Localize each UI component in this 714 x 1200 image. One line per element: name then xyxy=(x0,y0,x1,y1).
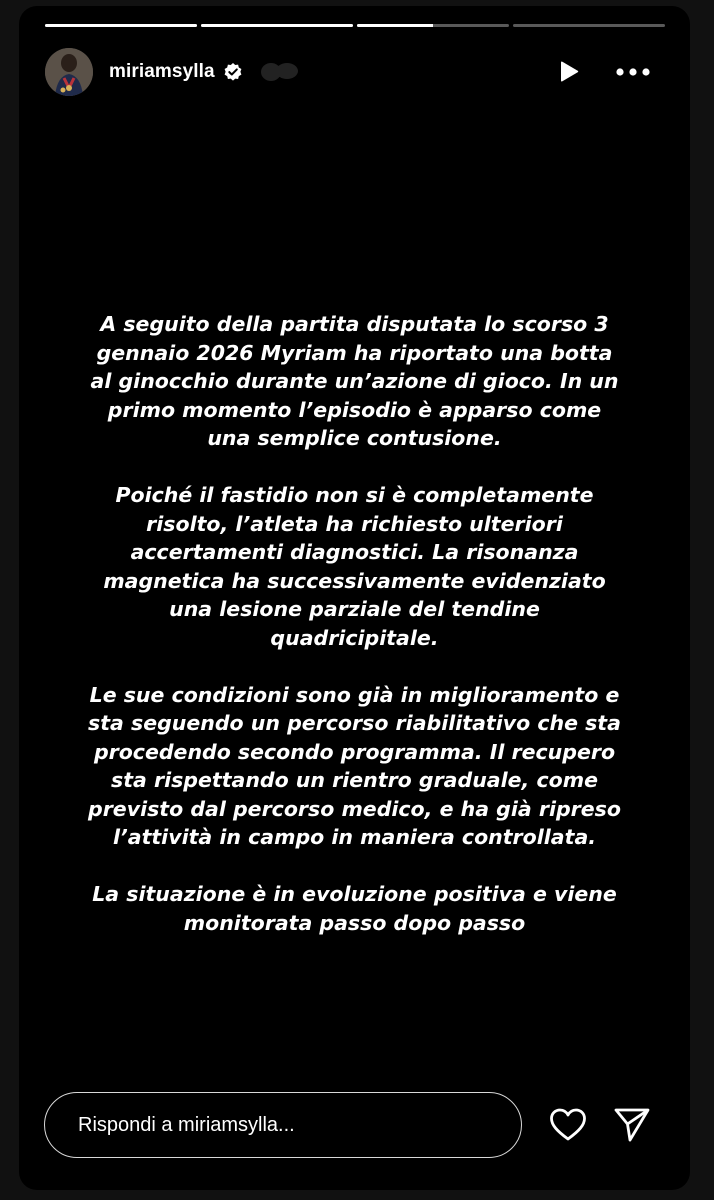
heart-icon xyxy=(549,1108,587,1142)
avatar-image xyxy=(45,48,93,96)
progress-segment xyxy=(45,24,197,27)
progress-segment xyxy=(357,24,509,27)
like-button[interactable] xyxy=(548,1105,588,1145)
avatar[interactable] xyxy=(45,48,93,96)
story-progress-bar xyxy=(45,24,665,27)
story-header xyxy=(45,48,665,96)
progress-segment xyxy=(201,24,353,27)
more-options-button[interactable] xyxy=(613,58,653,86)
reply-placeholder: Rispondi a miriamsylla... xyxy=(78,1113,295,1136)
play-icon xyxy=(558,60,580,84)
story-text-block xyxy=(43,310,666,966)
play-button[interactable] xyxy=(555,58,583,86)
story-paragraph: A seguito della partita disputata lo scorso 3 gennaio 2026 Myriam ha riportato una botta al ginocchio durante un’azione di gioco. In un primo momento l’episodio è apparso come una semplice contusione. xyxy=(90,312,619,450)
username[interactable]: miriamsylla xyxy=(109,61,215,82)
progress-fill xyxy=(201,24,353,27)
blurred-sticker-icon xyxy=(259,61,301,83)
story-paragraph: Poiché il fastidio non si è completamente risolto, l’atleta ha richiesto ulteriori accertamenti diagnostici. La risonanza magnetica ha successivamente evidenziato una lesione parziale del tendine quadricipitale. xyxy=(103,483,606,650)
verified-badge-icon xyxy=(223,62,243,82)
progress-fill xyxy=(357,24,433,27)
story-footer xyxy=(44,1091,664,1159)
progress-segment xyxy=(513,24,665,27)
more-horizontal-icon xyxy=(616,68,650,76)
send-button[interactable] xyxy=(612,1105,652,1145)
story-paragraph: Le sue condizioni sono già in miglioramento e sta seguendo un percorso riabilitativo che sta procedendo secondo programma. Il recupero sta rispettando un rientro graduale, come previsto dal percorso medico, e ha già ripreso l’attività in campo in maniera controllata. xyxy=(88,682,621,849)
story-viewer xyxy=(19,6,690,1190)
story-paragraph: La situazione è in evoluzione positiva e viene monitorata passo dopo passo xyxy=(92,882,617,935)
reply-input[interactable] xyxy=(44,1092,522,1158)
send-icon xyxy=(613,1107,651,1143)
progress-fill xyxy=(45,24,197,27)
